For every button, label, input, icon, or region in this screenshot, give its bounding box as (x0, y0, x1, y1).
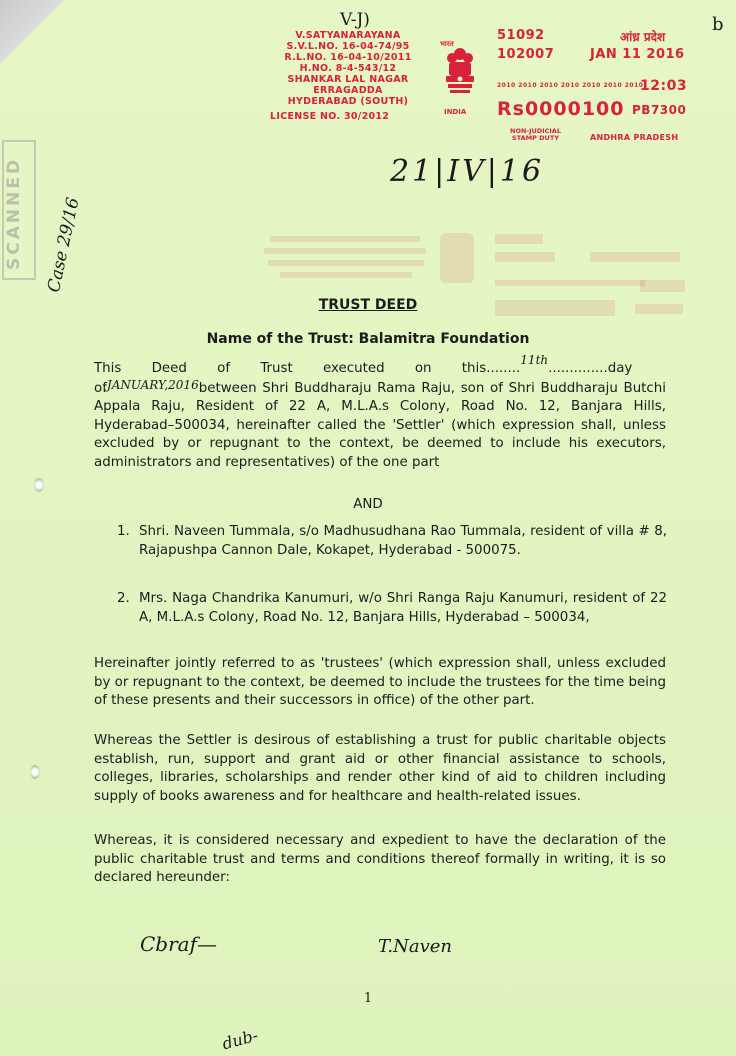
page-number: 1 (363, 991, 373, 1006)
scanned-stamp-label: SCANNED (4, 156, 24, 270)
trustee-text: Shri. Naveen Tummala, s/o Madhusudhana Rao Tummala, resident of villa # 8, Rajapushpa Cannon Dale, Kokapet, Hyderabad - 500075. (139, 524, 667, 558)
handwritten-margin-note: Case 29/16 (44, 195, 84, 295)
bleed-through-stamp-icon (250, 228, 690, 328)
and-label: AND (353, 497, 383, 512)
stamp-vendor-line: ERRAGADDA (313, 85, 383, 96)
document-title: TRUST DEED (318, 297, 418, 313)
stamp-vendor-block (262, 30, 434, 107)
punch-hole (30, 765, 40, 779)
handwritten-month: JANUARY,2016 (106, 377, 199, 392)
stamp-micro-row: 2010 2010 2010 2010 2010 2010 2010 (497, 82, 644, 89)
whereas-paragraph-1: Whereas the Settler is desirous of establishing a trust for public charitable objects establish, run, support and grant aid or other financial assistance to schools, colleges, libraries, scholarships and render other kind of aid to children including supply of books awareness and for healthcare and health-related issues. (94, 733, 666, 804)
trustee-item (117, 590, 667, 627)
handwritten-day: 11th (520, 353, 549, 367)
signature-settler: Cbraf— (140, 932, 217, 956)
intro-text-2: day (607, 361, 633, 376)
trustee-number: 2. (117, 591, 130, 606)
handwritten-bottom-scribble: dub- (220, 1025, 261, 1054)
intro-paragraph (94, 353, 666, 472)
page-fold-corner (0, 0, 70, 70)
stamp-india-label: INDIA (444, 108, 467, 116)
handwritten-letter-b: b (712, 14, 724, 35)
stamp-bharat-label: भारत (440, 40, 454, 48)
intro-dots-2: .............. (548, 361, 608, 376)
stamp-state-hindi: आंध्र प्रदेश (620, 30, 666, 44)
national-emblem-icon (440, 44, 480, 104)
handwritten-date-note: 21|IV|16 (390, 154, 545, 189)
stamp-non-judicial (510, 128, 561, 142)
trustee-text: Mrs. Naga Chandrika Kanumuri, w/o Shri Ranga Raju Kanumuri, resident of 22 A, M.L.A.s Colony, Road No. 12, Banjara Hills, Hyderabad – 500034, (139, 591, 667, 625)
stamp-vendor-line: R.L.NO. 16-04-10/2011 (284, 52, 412, 63)
intro-text-1: This Deed of Trust executed on this (94, 361, 487, 376)
whereas-paragraph-2: Whereas, it is considered necessary and expedient to have the declaration of the public charitable trust and terms and conditions thereof formally in writing, it is so declared hereunder: (94, 833, 666, 885)
stamp-vendor-line: V.SATYANARAYANA (295, 30, 401, 41)
trustee-number: 1. (117, 524, 130, 539)
stamp-non-judicial-line: NON-JUDICIAL (510, 127, 561, 135)
stamp-serial-number: 51092 (497, 28, 545, 43)
stamp-license: LICENSE NO. 30/2012 (270, 111, 390, 122)
stamp-state: ANDHRA PRADESH (590, 133, 679, 142)
stamp-vendor-line: SHANKAR LAL NAGAR (287, 74, 409, 85)
stamp-vendor-line: S.V.L.NO. 16-04-74/95 (286, 41, 410, 52)
stamp-time: 12:03 (640, 78, 688, 94)
signature-trustee: T.Naven (378, 936, 452, 957)
stamp-amount: Rs0000100 (497, 98, 625, 120)
document-subtitle: Name of the Trust: Balamitra Foundation (206, 331, 530, 347)
stamp-document-number: 102007 (497, 47, 555, 62)
stamp-vendor-line: H.NO. 8-4-543/12 (299, 63, 397, 74)
intro-text-3: of (94, 380, 107, 396)
stamp-code: PB7300 (632, 103, 687, 117)
stamp-vendor-line: HYDERABAD (SOUTH) (287, 96, 409, 107)
stamp-date: JAN 11 2016 (590, 47, 685, 62)
handwritten-top-note: V-J) (340, 10, 370, 30)
intro-text-4: between Shri Buddharaju Rama Raju, son of Shri Buddharaju Butchi Appala Raju, Resident of 22 A, M.L.A.s Colony, Road No. 12, Banjara Hills, Hyderabad–500034, hereinafter called the 'Settler' (which expression shall, unless excluded by or repugnant to the context, be deemed to include his executors, administrators and representatives) of the one part (94, 380, 666, 470)
intro-dots-1: ........ (486, 361, 521, 376)
punch-hole (34, 478, 44, 492)
stamp-non-judicial-line: STAMP DUTY (512, 134, 559, 142)
hereinafter-paragraph: Hereinafter jointly referred to as 'trustees' (which expression shall, unless excluded by or repugnant to the context, be deemed to include the trustees for the time being of these presents and their successors in office) of the other part. (94, 656, 666, 708)
trustee-item (117, 523, 667, 560)
